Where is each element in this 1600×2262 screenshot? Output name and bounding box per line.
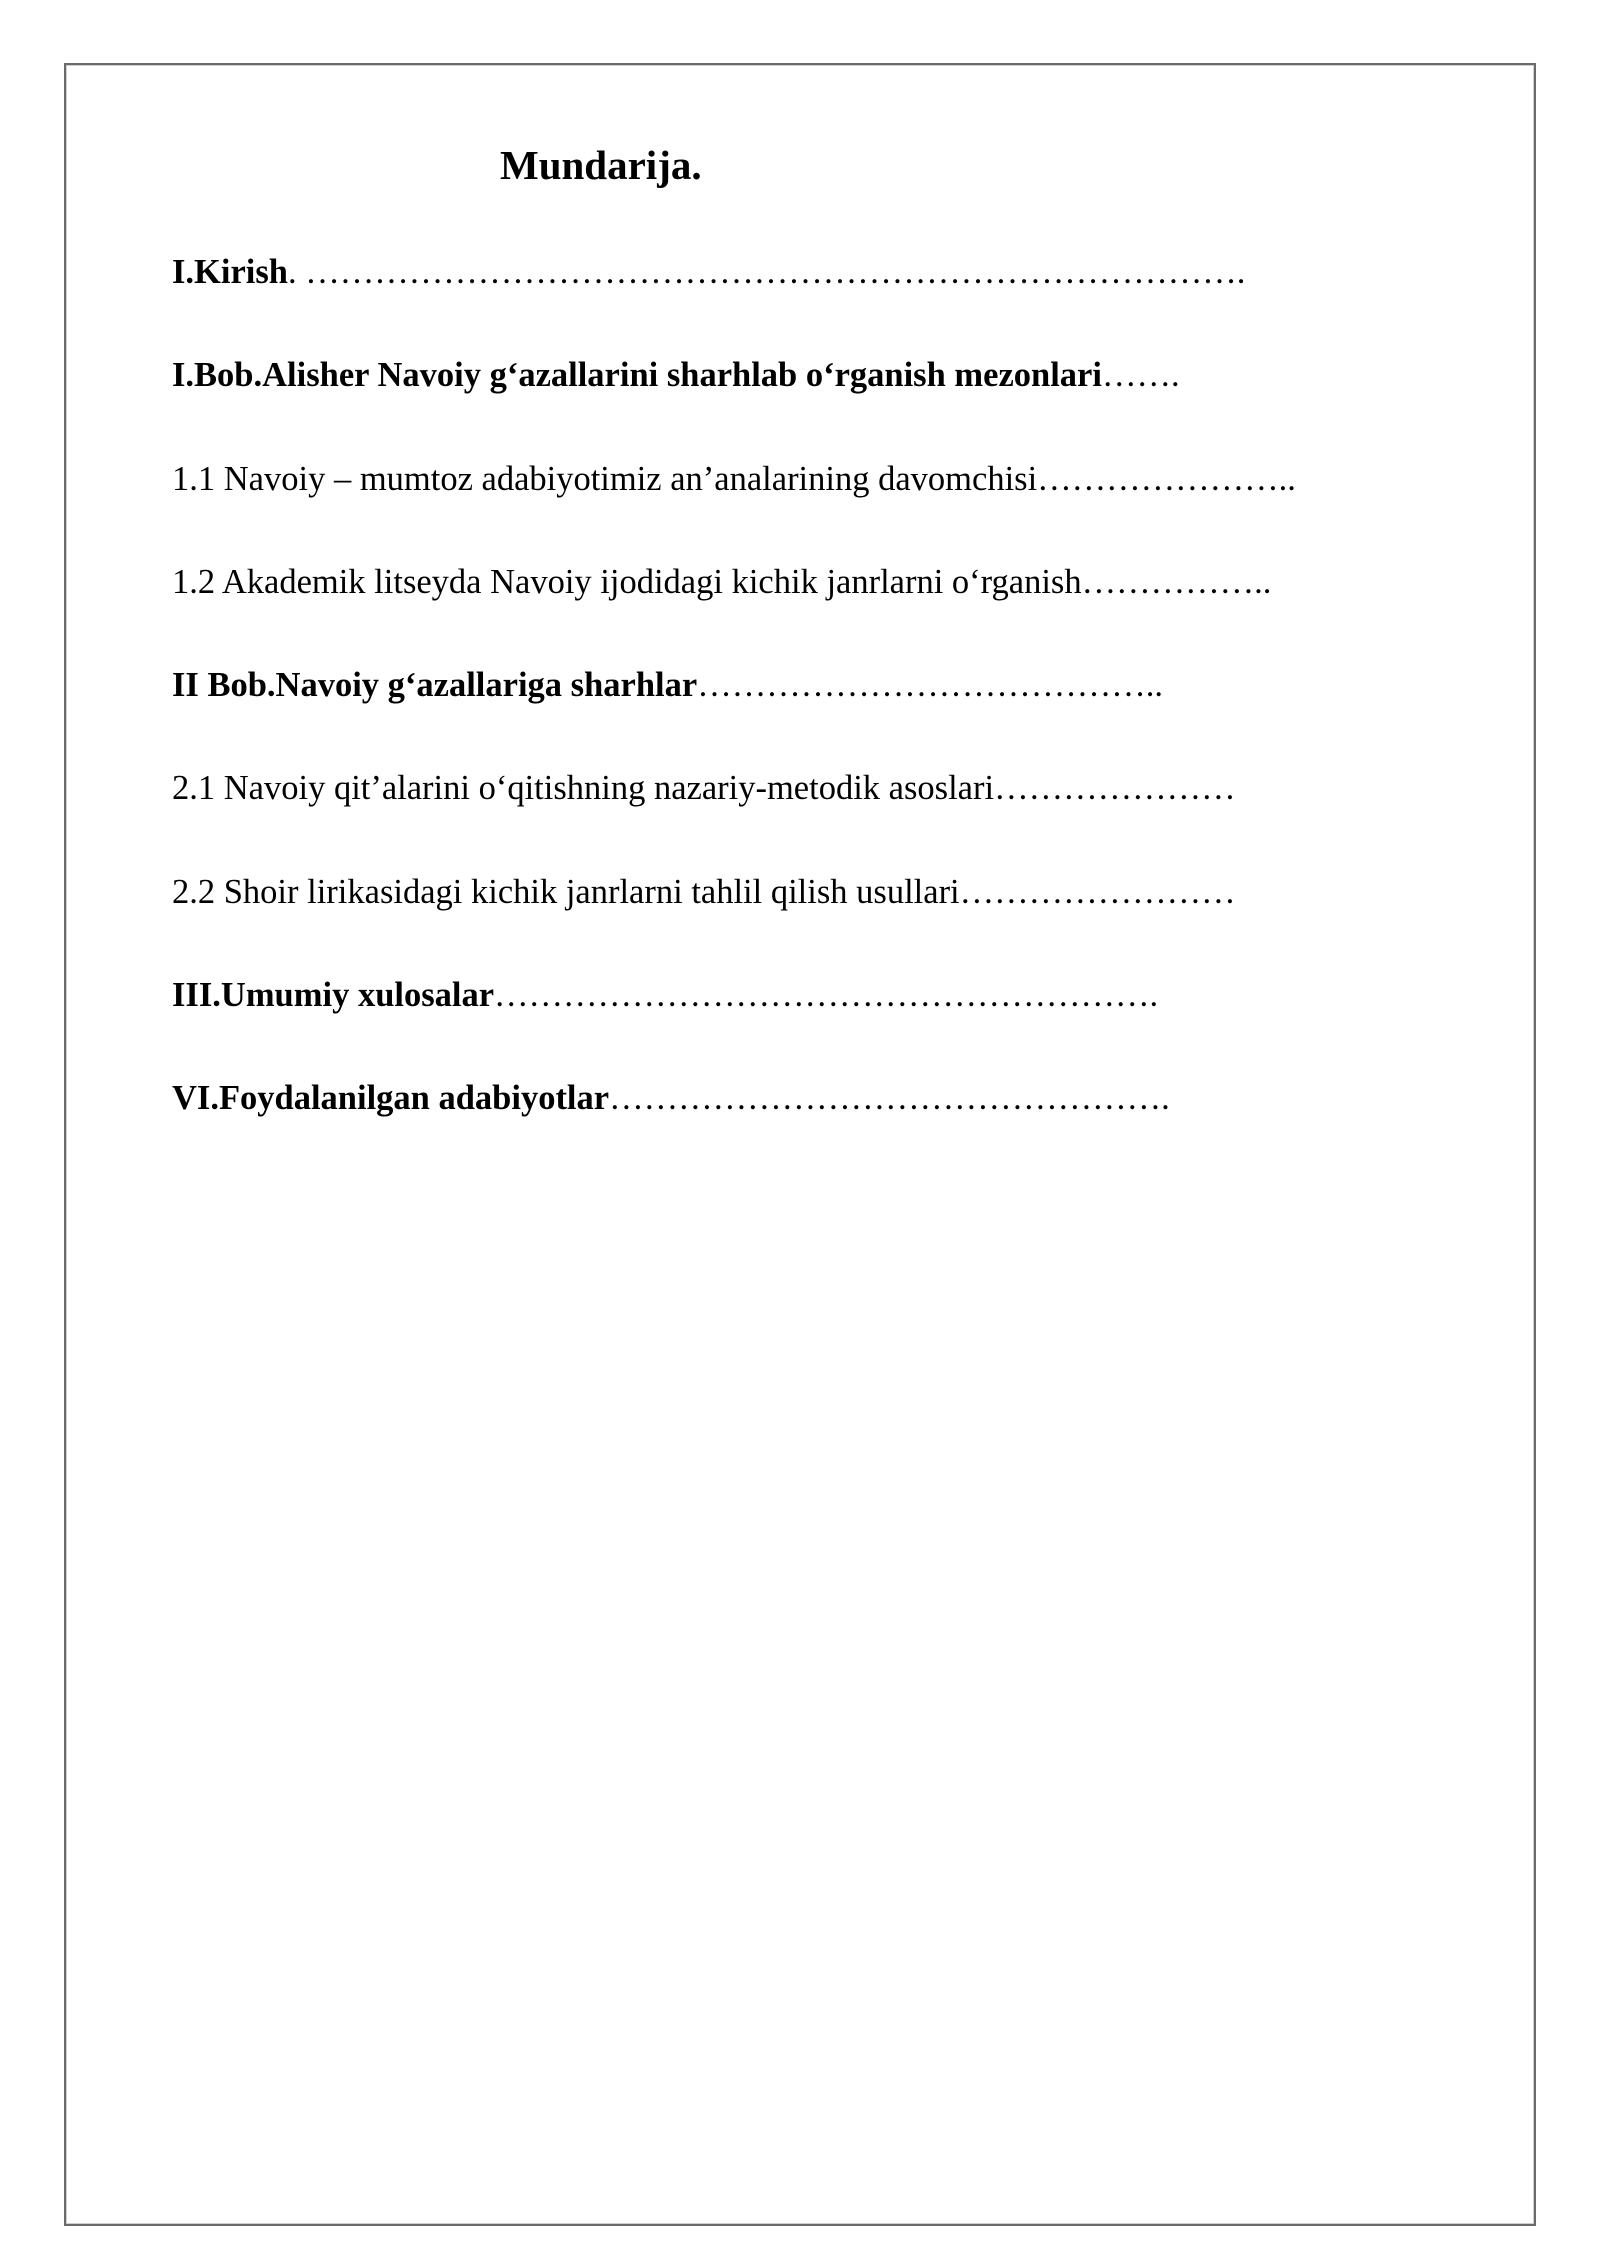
toc-dot-leader: ………………….. [1037,459,1296,498]
toc-entry-label: II Bob.Navoiy g‘azallariga sharhlar [172,666,698,705]
toc-entry-label: 1.2 Akademik litseyda Navoiy ijodidagi kichik janrlarni o‘rganish [172,562,1082,601]
toc-entry-introduction[interactable] [172,250,1472,353]
toc-entry-section-2-1[interactable] [172,766,1472,869]
toc-entry-section-1-2[interactable] [172,560,1472,663]
toc-entry-section-1-1[interactable] [172,457,1472,560]
toc-dot-leader: …………………………………………. [609,1079,1170,1118]
page-title: Mundarija. [500,142,702,188]
toc-entry-label: I.Kirish [172,253,288,291]
toc-entry-label: I.Bob.Alisher Navoiy g‘azallarini sharhlab o‘rganish mezonlari [172,356,1102,395]
toc-dot-leader: . ………………………………………………………………………. [287,253,1246,291]
toc-entry-chapter-2[interactable] [172,663,1472,766]
toc-entry-label: III.Umumiy xulosalar [172,976,495,1015]
toc-entry-label: 2.2 Shoir lirikasidagi kichik janrlarni tahlil qilish usullari [172,872,960,911]
toc-entry-label: 2.1 Navoiy qit’alarini o‘qitishning nazariy-metodik asoslari [172,769,995,808]
toc-dot-leader: ………………………………….. [697,666,1163,705]
table-of-contents [172,250,1472,1180]
toc-dot-leader: …………………………………………………. [494,976,1159,1015]
toc-entry-section-2-2[interactable] [172,870,1472,973]
toc-dot-leader: …………………… [959,872,1236,911]
toc-entry-conclusions[interactable] [172,973,1472,1076]
toc-dot-leader: ……. [1101,356,1180,395]
toc-entry-label: 1.1 Navoiy – mumtoz adabiyotimiz an’analarining davomchisi [172,459,1038,498]
toc-dot-leader: …………….. [1081,562,1272,601]
toc-dot-leader: ………………… [994,769,1236,808]
toc-entry-label: VI.Foydalanilgan adabiyotlar [172,1079,610,1118]
toc-entry-bibliography[interactable] [172,1076,1472,1179]
toc-entry-chapter-1[interactable] [172,353,1472,456]
